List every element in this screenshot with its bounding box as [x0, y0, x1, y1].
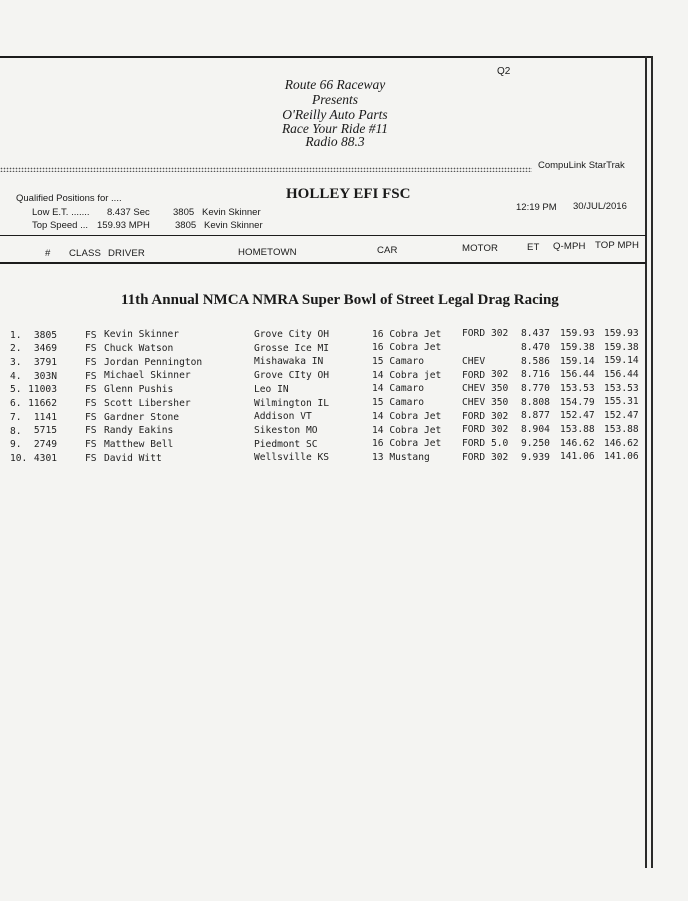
table-row — [0, 425, 688, 438]
col-class: CLASS — [69, 248, 101, 259]
row-hometown: Piedmont SC — [254, 438, 318, 450]
row-motor-displacement: 5.0 — [491, 437, 509, 449]
col-car: CAR — [377, 245, 398, 256]
row-motor-displacement: 302 — [491, 369, 509, 381]
row-motor-make: FORD — [462, 369, 486, 381]
row-position: 6. — [10, 398, 22, 410]
row-et: 8.904 — [521, 424, 550, 436]
row-et: 8.877 — [521, 410, 550, 422]
col-driver: DRIVER — [108, 248, 145, 259]
header-rule-top — [0, 235, 646, 236]
row-top-mph: 141.06 — [604, 451, 639, 463]
row-hometown: Wilmington IL — [254, 397, 330, 409]
row-et: 9.939 — [521, 451, 550, 463]
row-position: 4. — [10, 370, 22, 382]
row-et: 8.470 — [521, 341, 550, 353]
row-driver: Gardner Stone — [104, 411, 180, 423]
row-top-mph: 153.88 — [604, 423, 639, 435]
row-top-mph: 153.53 — [604, 382, 639, 394]
row-motor-make: CHEV — [462, 396, 486, 408]
row-car-number: 3791 — [33, 356, 57, 368]
table-row — [0, 398, 688, 411]
row-car: 14 Cobra jet — [372, 369, 442, 381]
row-et: 8.586 — [521, 355, 550, 367]
row-car: 16 Cobra Jet — [372, 328, 442, 340]
row-car-number: 1141 — [33, 411, 57, 423]
report-date: 30/JUL/2016 — [573, 201, 627, 212]
row-qmph: 146.62 — [560, 437, 595, 449]
row-qmph: 152.47 — [560, 410, 595, 422]
row-top-mph: 159.93 — [604, 327, 639, 339]
row-qmph: 156.44 — [560, 369, 595, 381]
row-class: FS — [85, 411, 97, 423]
row-qmph: 159.93 — [560, 328, 595, 340]
row-motor-displacement: 350 — [491, 396, 509, 408]
row-class: FS — [85, 343, 97, 355]
row-driver: Jordan Pennington — [104, 356, 203, 368]
row-motor-displacement: 350 — [491, 383, 509, 395]
row-hometown: Wellsville KS — [254, 452, 330, 464]
row-car: 16 Cobra Jet — [372, 342, 442, 354]
row-car: 15 Camaro — [372, 356, 424, 367]
header-line-1: Route 66 Raceway — [284, 77, 386, 92]
header-rule-bottom — [0, 262, 646, 264]
row-motor-displacement: 302 — [491, 410, 509, 422]
table-row — [0, 356, 688, 369]
row-qmph: 153.88 — [560, 424, 595, 435]
row-motor-displacement: 302 — [491, 328, 509, 340]
row-motor-make: FORD — [462, 451, 486, 463]
row-hometown: Sikeston MO — [254, 424, 318, 436]
row-car: 15 Camaro — [372, 397, 424, 409]
row-motor-displacement: 302 — [491, 451, 509, 463]
header-line-4: Race Your Ride #11 — [281, 121, 389, 136]
row-top-mph: 152.47 — [604, 410, 639, 422]
row-qmph: 141.06 — [560, 451, 595, 463]
col-topmph: TOP MPH — [595, 240, 640, 251]
row-qmph: 159.14 — [560, 355, 595, 367]
row-et: 8.770 — [521, 383, 550, 394]
low-et-car: 3805 — [173, 207, 195, 218]
class-title: HOLLEY EFI FSC — [286, 186, 411, 202]
row-position: 5. — [10, 384, 22, 396]
table-row — [0, 329, 688, 342]
row-car-number: 3805 — [33, 329, 57, 341]
row-qmph: 154.79 — [560, 396, 595, 408]
row-position: 8. — [10, 425, 22, 437]
top-speed-label: Top Speed ... — [32, 220, 88, 231]
col-num: # — [45, 248, 51, 259]
row-car: 14 Camaro — [372, 383, 424, 395]
row-motor-make: FORD — [462, 410, 486, 422]
row-qmph: 153.53 — [560, 382, 595, 394]
row-et: 8.716 — [521, 369, 550, 381]
row-class: FS — [85, 329, 97, 341]
row-class: FS — [85, 425, 97, 437]
top-speed-value: 159.93 MPH — [97, 220, 150, 231]
row-car-number: 4301 — [33, 452, 57, 464]
row-qmph: 159.38 — [560, 341, 595, 353]
page-code: Q2 — [497, 66, 511, 77]
event-title: 11th Annual NMCA NMRA Super Bowl of Street Legal Drag Racing — [121, 292, 559, 308]
row-motor-make: FORD — [462, 438, 486, 449]
row-driver: Matthew Bell — [104, 438, 174, 450]
row-position: 2. — [10, 343, 22, 355]
row-position: 9. — [10, 439, 22, 451]
row-driver: David Witt — [104, 452, 162, 464]
row-hometown: Grove City OH — [254, 329, 330, 340]
row-driver: Scott Libersher — [104, 397, 191, 409]
row-hometown: Grove CIty OH — [254, 370, 330, 382]
header-line-3: O'Reilly Auto Parts — [282, 107, 388, 122]
row-position: 1. — [10, 329, 22, 341]
col-qmph: Q-MPH — [553, 241, 586, 252]
row-motor-make: CHEV — [462, 383, 486, 395]
row-motor-make: CHEV — [462, 355, 486, 367]
row-car-number: 3469 — [33, 343, 57, 355]
row-class: FS — [85, 398, 97, 409]
dotted-separator — [0, 167, 532, 172]
row-class: FS — [85, 384, 97, 396]
top-border-line — [0, 56, 652, 58]
row-hometown: Leo IN — [254, 383, 289, 395]
row-driver: Michael Skinner — [104, 370, 191, 382]
row-class: FS — [85, 452, 97, 464]
col-hometown: HOMETOWN — [238, 247, 297, 258]
row-motor-make: FORD — [462, 328, 486, 340]
row-driver: Chuck Watson — [104, 343, 174, 355]
vendor-label: CompuLink StarTrak — [538, 160, 625, 171]
table-row — [0, 370, 688, 383]
row-position: 7. — [10, 411, 22, 423]
row-car-number: 2749 — [33, 439, 57, 451]
header-line-2: Presents — [312, 92, 358, 107]
row-car-number: 11003 — [28, 384, 57, 396]
row-position: 3. — [10, 357, 22, 369]
qualified-heading: Qualified Positions for .... — [16, 193, 122, 204]
row-car-number: 303N — [33, 370, 57, 382]
row-driver: Kevin Skinner — [104, 329, 180, 341]
header-line-5: Radio 88.3 — [305, 134, 365, 149]
col-et: ET — [527, 242, 540, 253]
row-car: 16 Cobra Jet — [372, 438, 442, 450]
table-row — [0, 343, 688, 356]
row-top-mph: 159.14 — [604, 355, 639, 367]
row-hometown: Addison VT — [254, 411, 312, 423]
table-row — [0, 384, 688, 397]
table-row — [0, 411, 688, 424]
row-top-mph: 146.62 — [604, 437, 639, 449]
row-class: FS — [85, 439, 97, 451]
row-top-mph: 155.31 — [604, 396, 639, 408]
row-car: 14 Cobra Jet — [372, 424, 442, 436]
row-hometown: Grosse Ice MI — [254, 342, 330, 354]
low-et-label: Low E.T. ....... — [32, 207, 90, 218]
table-row — [0, 439, 688, 452]
top-speed-car: 3805 — [175, 220, 197, 231]
row-driver: Glenn Pushis — [104, 384, 174, 396]
top-speed-driver: Kevin Skinner — [204, 220, 263, 231]
table-row — [0, 452, 688, 465]
row-et: 9.250 — [521, 437, 550, 449]
row-top-mph: 156.44 — [604, 369, 639, 380]
report-time: 12:19 PM — [516, 202, 557, 213]
row-et: 8.437 — [521, 328, 550, 340]
row-driver: Randy Eakins — [104, 425, 174, 437]
row-hometown: Mishawaka IN — [254, 356, 324, 368]
row-class: FS — [85, 356, 97, 368]
low-et-driver: Kevin Skinner — [202, 207, 261, 218]
low-et-value: 8.437 Sec — [107, 207, 150, 218]
col-motor: MOTOR — [462, 243, 499, 254]
row-car-number: 11662 — [28, 398, 57, 410]
row-car: 13 Mustang — [372, 451, 430, 463]
row-class: FS — [85, 370, 97, 382]
row-position: 10. — [10, 452, 28, 464]
row-motor-make: FORD — [462, 424, 486, 436]
row-car: 14 Cobra Jet — [372, 410, 442, 422]
row-et: 8.808 — [521, 396, 550, 408]
row-motor-displacement: 302 — [491, 424, 509, 436]
row-car-number: 5715 — [33, 425, 57, 437]
row-top-mph: 159.38 — [604, 341, 639, 353]
